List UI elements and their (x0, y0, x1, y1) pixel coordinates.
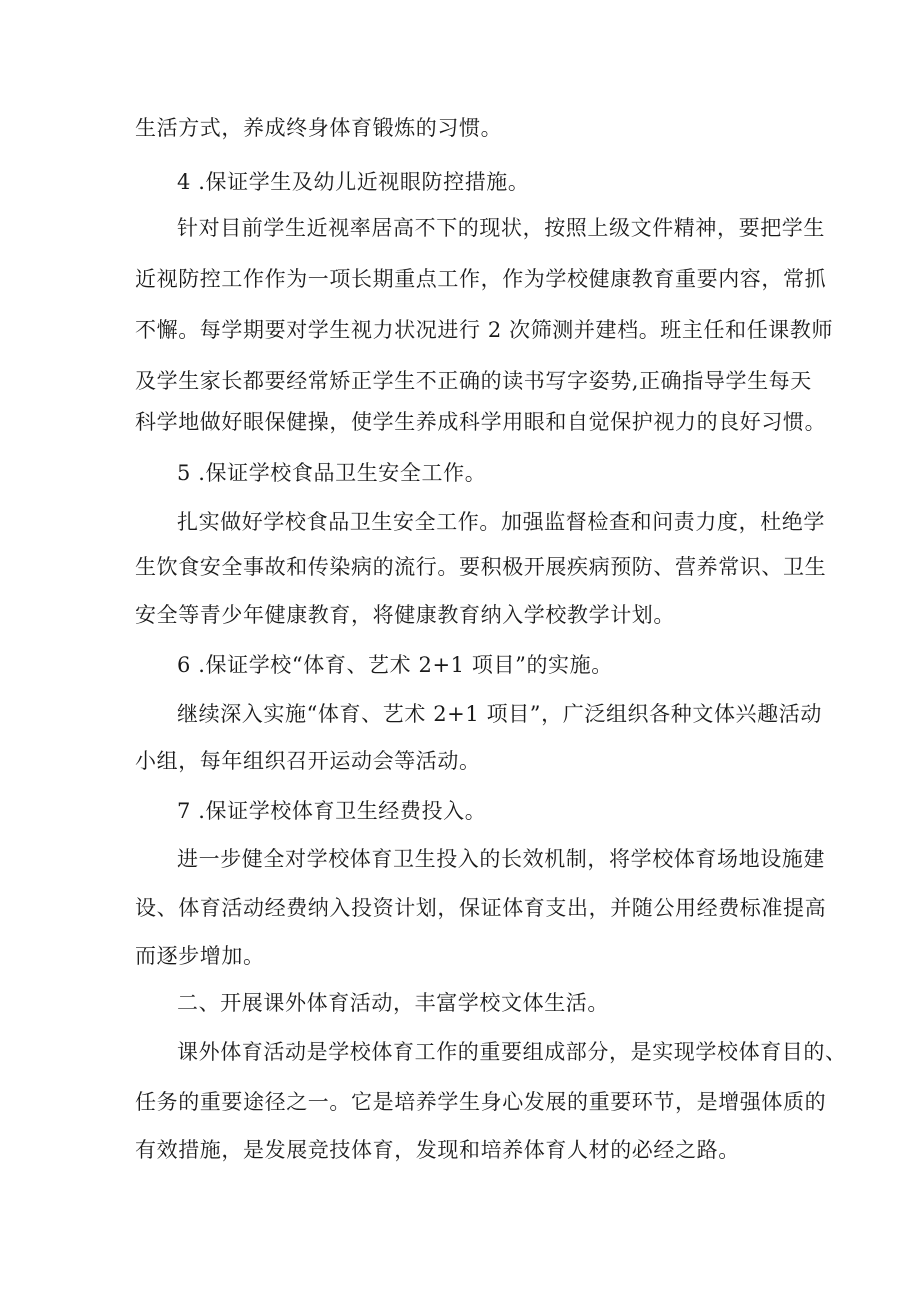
text-line-22: 有效措施，是发展竞技体育，发现和培养体育人材的必经之路。 (135, 1138, 740, 1162)
text-line-9: 扎实做好学校食品卫生安全工作。加强监督检查和问责力度，杜绝学 (177, 510, 825, 534)
text-line-18: 而逐步增加。 (135, 944, 265, 968)
text-line-10: 生饮食安全事故和传染病的流行。要积极开展疾病预防、营养常识、卫生 (135, 555, 827, 579)
section-heading-4: 4 .保证学生及幼儿近视眼防控措施。 (177, 170, 530, 194)
text-line-11: 安全等青少年健康教育，将健康教育纳入学校教学计划。 (135, 603, 675, 627)
text-line-20: 课外体育活动是学校体育工作的重要组成部分，是实现学校体育目的、 (177, 1040, 847, 1064)
text-line-5: 不懈。每学期要对学生视力状况进行 2 次筛测并建档。班主任和任课教师 (135, 318, 834, 342)
section-heading-2: 二、开展课外体育活动，丰富学校文体生活。 (177, 991, 609, 1015)
text-line-13: 继续深入实施“体育、艺术 2+1 项目”，广泛组织各种文体兴趣活动 (177, 702, 822, 726)
text-line-21: 任务的重要途径之一。它是培养学生身心发展的重要环节，是增强体质的 (135, 1090, 827, 1114)
text-line-1: 生活方式，养成终身体育锻炼的习惯。 (135, 116, 503, 140)
text-line-16: 进一步健全对学校体育卫生投入的长效机制，将学校体育场地设施建 (177, 847, 825, 871)
text-line-7: 科学地做好眼保健操，使学生养成科学用眼和自觉保护视力的良好习惯。 (135, 410, 827, 434)
section-heading-7: 7 .保证学校体育卫生经费投入。 (177, 799, 487, 823)
section-heading-5: 5 .保证学校食品卫生安全工作。 (177, 461, 487, 485)
text-line-4: 近视防控工作作为一项长期重点工作，作为学校健康教育重要内容，常抓 (135, 267, 827, 291)
text-line-6: 及学生家长都要经常矫正学生不正确的读书写字姿势,正确指导学生每天 (135, 369, 812, 393)
section-heading-6: 6 .保证学校“体育、艺术 2+1 项目”的实施。 (177, 653, 613, 677)
text-line-3: 针对目前学生近视率居高不下的现状，按照上级文件精神，要把学生 (177, 216, 825, 240)
text-line-14: 小组，每年组织召开运动会等活动。 (135, 749, 481, 773)
text-line-17: 设、体育活动经费纳入投资计划，保证体育支出，并随公用经费标准提高 (135, 896, 827, 920)
